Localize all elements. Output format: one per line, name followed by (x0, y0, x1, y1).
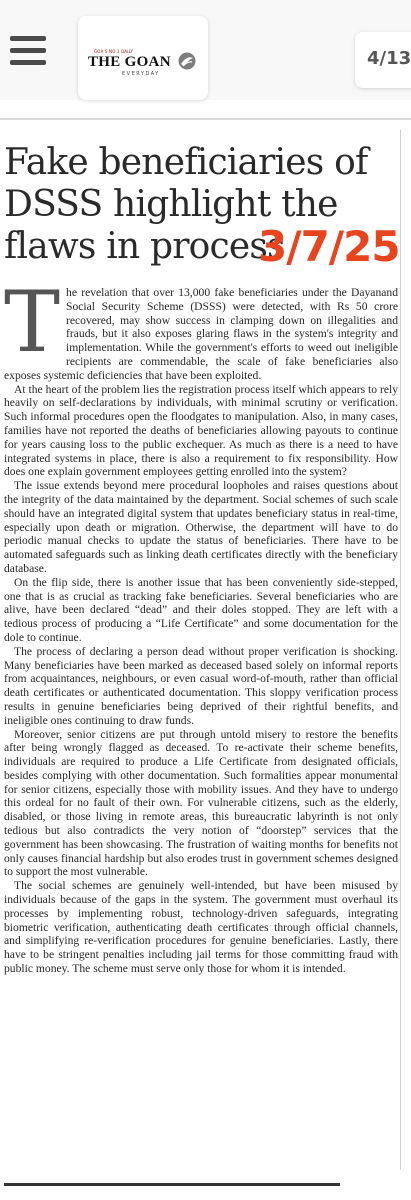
article-paragraph: The issue extends beyond mere procedural loopholes and raises questions about the integrity of the data maintained by the department. Social schemes of such scale should have an integrated digital system that updates beneficiary status in real-time, especially upon death or migration. Otherwise, the department will have to do periodic manual checks to update the status of beneficiaries. There have to be automated safeguards such as linking death certificates directly with the beneficiary database. (4, 479, 398, 575)
paragraph-text: he revelation that over 13,000 fake beneficiaries under the Dayanand Social Security Scheme (DSSS) were detected, with Rs 50 crore recovered, may show success in clamping down on illegalities and frauds, but it also exposes glaring flaws in the system's integrity and implementation. While the government's efforts to weed out ineligible recipients are commendable, the scale of fake beneficiaries also exposes systemic deficiencies that have been exploited. (4, 286, 398, 382)
newspaper-logo[interactable] (78, 16, 208, 100)
drop-cap: T (4, 273, 61, 371)
article-end-rule (4, 1183, 340, 1186)
logo-tagline: GOA'S NO.1 DAILY (94, 49, 134, 54)
column-rule (400, 130, 401, 1170)
article-paragraph: At the heart of the problem lies the registration process itself which appears to rely heavily on self-declarations by individuals, with minimal scrutiny or verification. Such informal procedures open the floodgates to manipulation. Also, in many cases, families have not reported the deaths of beneficiaries allowing payouts to continue for years causing loss to the public exchequer. As much as there is a need to have integrated systems in place, there is also a requirement to fix responsibility. How does one explain government employees getting enrolled into the system? (4, 382, 398, 479)
article-paragraph (4, 273, 398, 383)
article-paragraph: On the flip side, there is another issue that has been conveniently side-stepped, one that is as crucial as tracking fake beneficiaries. Several beneficiaries who are alive, have been declared “dead” and their doles stopped. They are left with a tedious process of producing a “Life Certificate” and some documentation for the dole to continue. (4, 575, 398, 644)
page-indicator: 4/13 (367, 48, 411, 69)
article-paragraph: The social schemes are genuinely well-intended, but have been misused by individuals because of the gaps in the system. The government must overhaul its processes by implementing robust, technology-driven safeguards, integrating biometric verification, authenticating death certificates through official channels, and simplifying re-verification procedures for genuine beneficiaries. Lastly, there have to be stringent penalties including jail terms for those committing fraud with public money. The scheme must serve only those for whom it is intended. (4, 879, 398, 976)
article-paragraph: Moreover, senior citizens are put through untold misery to restore the benefits after being wrongly flagged as deceased. To re-activate their scheme benefits, individuals are required to produce a Life Certificate from designated officials, besides complying with other documentation. Such formalities appear monumental for senior citizens, especially those with mobility issues. And they have to undergo this ordeal for no fault of their own. For vulnerable citizens, such as the elderly, disabled, or those living in remote areas, this bureaucratic labyrinth is not only tedious but also contradicts the very notion of “doorstep” services that the government has been showcasing. The frustration of waiting months for benefits not only causes financial hardship but also erodes trust in government schemes designed to support the most vulnerable. (4, 727, 398, 879)
logo-subtitle: EVERYDAY (122, 71, 160, 77)
article-paragraph: The process of declaring a person dead without proper verification is shocking. Many beneficiaries have been marked as deceased based solely on informal reports from acquaintances, neighbours, or even casual word-of-mouth, rather than official death certificates or authenticated documentation. This sloppy verification process results in genuine beneficiaries being deprived of their rightful benefits, and ineligible ones continuing to draw funds. (4, 644, 398, 727)
hamburger-menu-icon[interactable] (10, 36, 46, 70)
top-bar (0, 0, 411, 100)
logo-emblem-icon (178, 52, 196, 70)
article-body (4, 273, 398, 976)
article-headline: Fake beneficiaries of DSSS highlight the flaws in process (4, 142, 368, 267)
page-indicator-button[interactable] (355, 32, 411, 88)
logo-title: THE GOAN (88, 54, 171, 70)
handwritten-date-annotation: 3/7/25 (258, 222, 400, 271)
header-divider (0, 118, 411, 120)
